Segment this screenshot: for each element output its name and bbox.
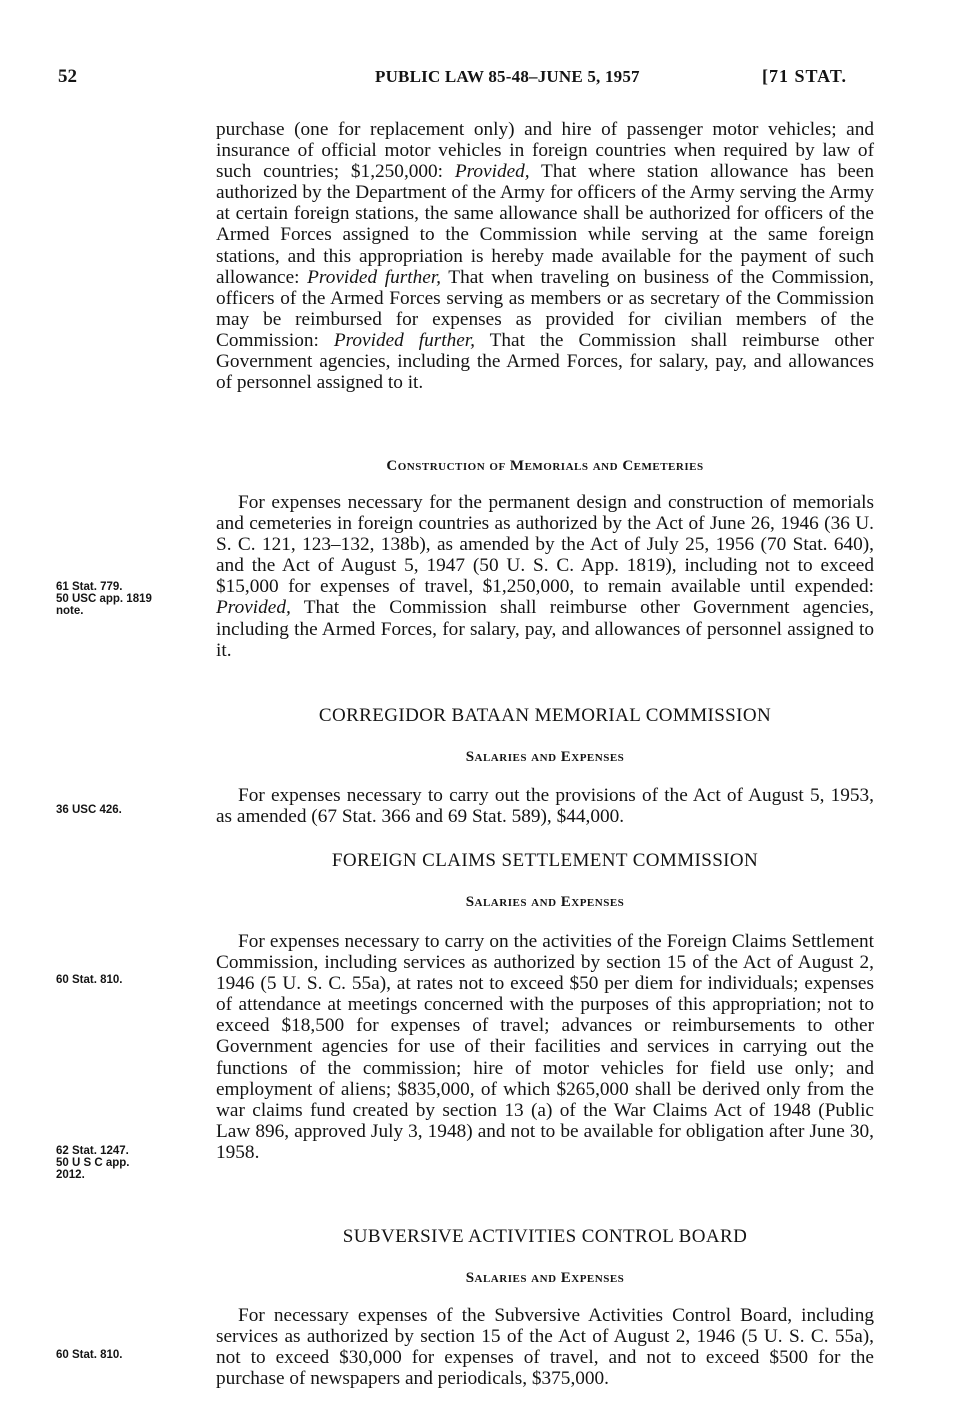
corregidor-text: For expenses necessary to carry out the provisions of the Act of August 5, 1953, as amended (67 Stat. 366 and 69 Stat. 589), $44,000. (216, 785, 874, 828)
margin-note-line: 60 Stat. 810. (56, 974, 123, 986)
memorials-heading: Construction of Memorials and Cemeteries (386, 458, 704, 474)
margin-note-line: 61 Stat. 779. (56, 581, 123, 593)
intro-paragraph (216, 119, 874, 393)
page-header (0, 66, 954, 96)
foreign-claims-subheading: Salaries and Expenses (465, 894, 625, 910)
sacb-paragraph (216, 1305, 874, 1389)
corregidor-subheading: Salaries and Expenses (465, 749, 625, 765)
margin-note-line: 50 USC app. 1819 (56, 593, 152, 605)
foreign-claims-text: For expenses necessary to carry on the activities of the Foreign Claims Settlement Commission, including services as authorized by section 15 of the Act of August 2, 1946 (5 U. S. C. 55a), at rates not to exceed $50 per diem for individuals; expenses of attendance at meetings concerned with the purposes of this appropriation; not to exceed $18,500 for expenses of travel; advances or reimbursements to other Government agencies for use of their facilities and services in carrying out the functions of the commission; hire of motor vehicles for field use only; and employment of aliens; $835,000, of which $265,000 shall be derived only from the war claims fund created by section 13 (a) of the War Claims Act of 1948 (Public Law 896, approved July 3, 1948) and not to be available for obligation after June 30, 1958. (216, 931, 874, 1163)
margin-note-4 (56, 1145, 206, 1181)
margin-note-3 (56, 974, 206, 986)
margin-note-2 (56, 804, 206, 816)
intro-text-4: That the Commission shall reimburse other Government agencies, including the Armed Forces, for salary, pay, and allowances of personnel assigned to it. (216, 329, 874, 394)
intro-text-2: That where station allowance has been authorized by the Department of the Army for officers of the Army serving the Army at certain foreign stations, the same allowance shall be authorized for officers of the Armed Forces assigned to the Commission while serving at the same foreign stations, and this appropriation is hereby made available for the payment of such allowance: (216, 161, 875, 288)
intro-italic-3: Provided further, (333, 329, 475, 351)
margin-note-line: 2012. (56, 1169, 85, 1181)
foreign-claims-paragraph (216, 931, 874, 1163)
page-number: 52 (58, 66, 77, 87)
margin-note-line: 36 USC 426. (56, 804, 122, 816)
corregidor-heading: CORREGIDOR BATAAN MEMORIAL COMMISSION (318, 705, 772, 726)
intro-italic-1: Provided, (454, 161, 530, 183)
intro-italic-2: Provided further, (307, 266, 441, 288)
memorials-italic: Provided, (216, 597, 291, 619)
memorials-paragraph (216, 492, 874, 661)
stat-reference: [71 STAT. (762, 66, 848, 86)
margin-note-line: note. (56, 605, 84, 617)
memorials-text-2: That the Commission shall reimburse other Government agencies, including the Armed Forces, for salary, pay, and allowances of personnel assigned to it. (216, 597, 874, 661)
margin-note-1 (56, 581, 206, 617)
corregidor-paragraph (216, 785, 874, 827)
sacb-heading: SUBVERSIVE ACTIVITIES CONTROL BOARD (342, 1226, 748, 1247)
memorials-text-1: For expenses necessary for the permanent design and construction of memorials and cemeteries in foreign countries as authorized by the Act of June 26, 1946 (36 U. S. C. 121, 123–132, 138b), as amended by the Act of July 25, 1956 (70 Stat. 640), and the Act of August 5, 1947 (50 U. S. C. App. 1819), including not to exceed $15,000 for expenses of travel, $1,250,000, to remain available until expended: (216, 492, 874, 598)
sacb-text: For necessary expenses of the Subversive Activities Control Board, including services as authorized by section 15 of the Act of August 2, 1946 (5 U. S. C. 55a), not to exceed $30,000 for expenses of travel, and not to exceed $500 for the purchase of newspapers and periodicals, $375,000. (216, 1305, 874, 1390)
margin-note-line: 62 Stat. 1247. (56, 1145, 129, 1157)
intro-text-1: purchase (one for replacement only) and hire of passenger motor vehicles; and insurance of official motor vehicles in foreign countries when required by law of such countries; $1,250,000: (216, 119, 874, 183)
margin-note-line: 60 Stat. 810. (56, 1349, 123, 1361)
margin-note-5 (56, 1349, 206, 1361)
intro-text-3: That when traveling on business of the Commission, officers of the Armed Forces serving as members or as secretary of the Commission may be reimbursed for expenses as provided for civilian members of the Commission: (216, 266, 874, 351)
running-title: PUBLIC LAW 85-48–JUNE 5, 1957 (375, 67, 640, 86)
foreign-claims-heading: FOREIGN CLAIMS SETTLEMENT COMMISSION (331, 850, 759, 871)
margin-note-line: 50 U S C app. (56, 1157, 130, 1169)
sacb-subheading: Salaries and Expenses (465, 1270, 625, 1286)
